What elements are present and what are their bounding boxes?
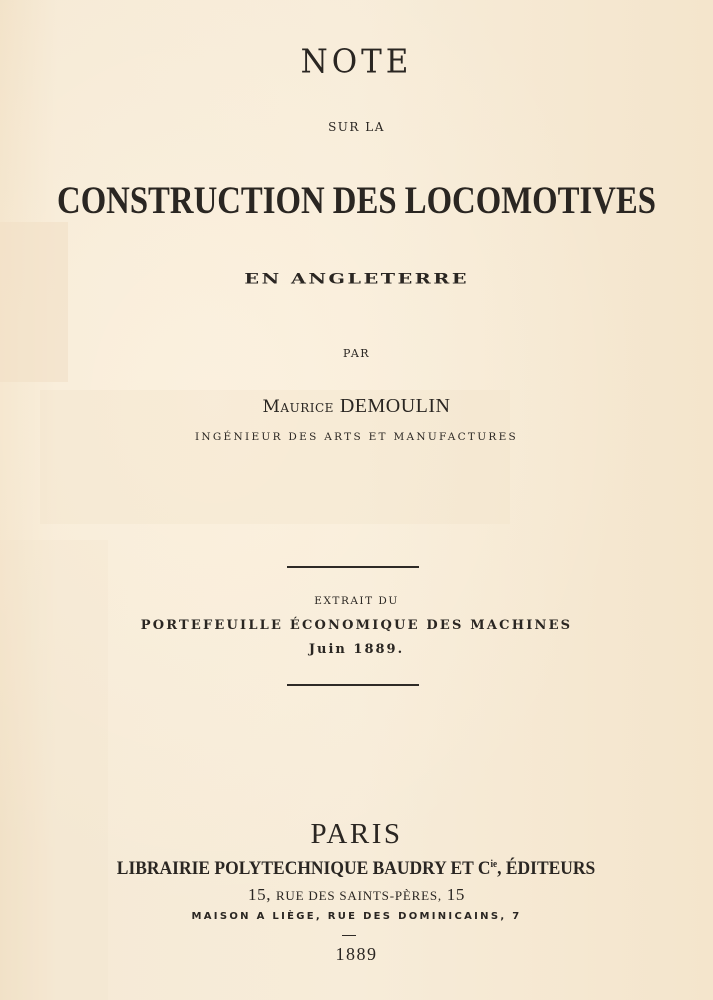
publisher-name-sup: ie (490, 859, 498, 870)
address-number: 15, (248, 885, 272, 904)
main-title (0, 178, 713, 223)
author-par: PAR (342, 347, 371, 360)
publisher-name-tail: , ÉDITEURS (497, 858, 596, 879)
publisher-address (0, 885, 713, 905)
short-dash (342, 935, 356, 936)
author-first-name: Maurice (262, 397, 334, 417)
author-name (0, 395, 713, 418)
address-number: 15 (446, 885, 465, 904)
extract-label: EXTRAIT DU (314, 595, 399, 607)
publication-year: 1889 (335, 944, 378, 964)
title-sur-la: SUR LA (328, 120, 385, 134)
main-title-text: CONSTRUCTION DES LOCOMOTIVES (57, 179, 656, 222)
publisher-city: PARIS (310, 818, 403, 850)
title-note: NOTE (300, 43, 413, 81)
publisher-name (0, 858, 713, 880)
publication-date: Juin 1889. (308, 642, 405, 657)
subtitle (0, 270, 713, 288)
publisher-branch: MAISON A LIÈGE, RUE DES DOMINICAINS, 7 (191, 911, 522, 922)
divider-rule (287, 566, 419, 568)
divider-rule (287, 684, 419, 686)
paper-stain (0, 540, 108, 1000)
author-last-name: DEMOULIN (339, 395, 451, 417)
author-qualification: INGÉNIEUR DES ARTS ET MANUFACTURES (194, 431, 519, 443)
publication-name: PORTEFEUILLE ÉCONOMIQUE DES MACHINES (140, 618, 573, 633)
subtitle-text: EN ANGLETERRE (244, 270, 469, 288)
publisher-name-main: LIBRAIRIE POLYTECHNIQUE BAUDRY ET C (117, 858, 491, 879)
address-street: RUE DES SAINTS-PÈRES, (275, 888, 442, 903)
